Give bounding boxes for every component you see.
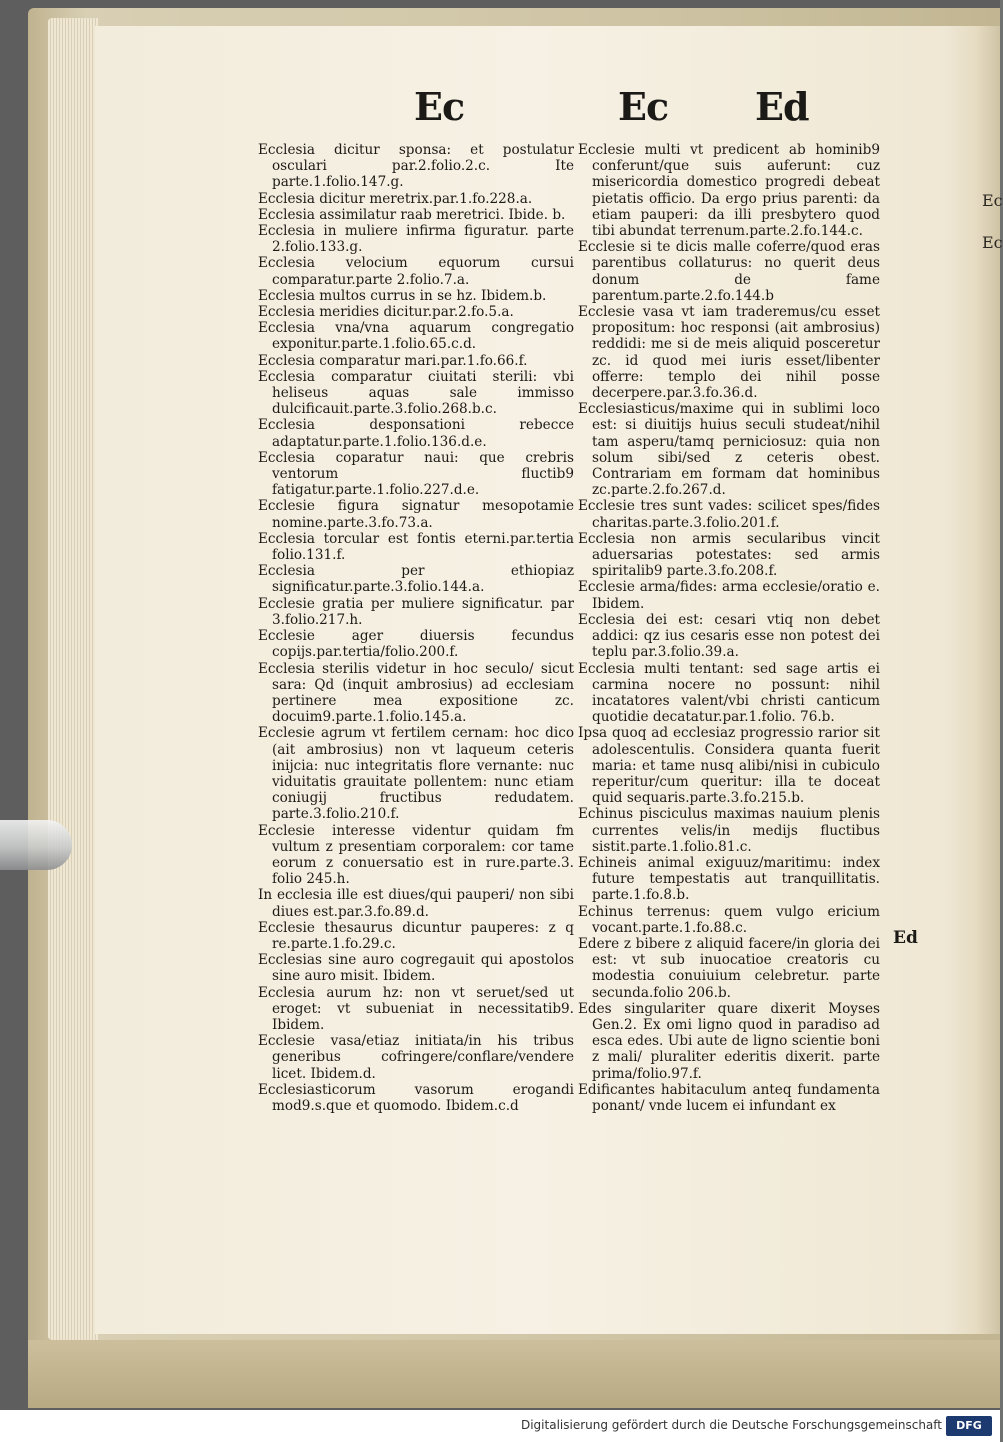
index-entry: Echinus pisciculus maximas nauium plenis currentes velis/in medijs fluctibus sistit.parte.1.folio.81.c. xyxy=(578,806,880,855)
index-entry: Ecclesias sine auro cogregauit qui apostolos sine auro misit. Ibidem. xyxy=(258,952,574,985)
index-entry: Ecclesia multos currus in se hz. Ibidem.b. xyxy=(258,287,547,304)
footer-credit: Digitalisierung gefördert durch die Deutsche Forschungsgemeinschaft xyxy=(520,1418,942,1432)
footer-bar xyxy=(0,1410,1000,1442)
index-entry: Edere z bibere z aliquid facere/in gloria dei est: vt sub inuocatioe creatoris cu modestia conuiuium celebretur. parte secunda.folio 206.b. xyxy=(578,935,880,1001)
index-entry: Ecclesie figura signatur mesopotamie nomine.parte.3.fo.73.a. xyxy=(258,498,574,531)
index-entry: Ecclesia dicitur sponsa: et postulatur osculari par.2.folio.2.c. Ite parte.1.folio.147.g. xyxy=(258,142,574,191)
index-entry: Ecclesia aurum hz: non vt seruet/sed ut eroget: vt subueniat in necessitatib9. Ibidem. xyxy=(258,984,574,1033)
index-entry: Ecclesie gratia per muliere significatur. par 3.folio.217.h. xyxy=(258,595,574,628)
next-page-hint-line: Ec xyxy=(982,233,1003,252)
index-entry: Ecclesie vasa/etiaz initiata/in his tribus generibus cofringere/conflare/vendere licet. Ibidem.d. xyxy=(258,1033,574,1082)
index-entry: Ecclesia meridies dicitur.par.2.fo.5.a. xyxy=(258,304,514,321)
index-entry: Ecclesia comparatur mari.par.1.fo.66.f. xyxy=(258,352,528,369)
index-entry: Ecclesie si te dicis malle coferre/quod eras parentibus collaturus: no querit deus donum de fame parentum.parte.2.fo.144.b xyxy=(578,239,880,304)
index-entry: Echineis animal exiguuz/maritimu: index future tempestatis aut tranquillitatis. parte.1.fo.8.b. xyxy=(578,854,880,904)
header-middle: Ec xyxy=(618,84,669,129)
header-left: Ec xyxy=(414,84,465,129)
index-entry: Ipsa quoq ad ecclesiaz progressio rarior sit adolescentulis. Considera quanta fuerit maria: et tame nusq alibi/nisi in cubiculo reperitur/cum queritur: illa te doceat quid sequaris.parte.3.fo.215.b. xyxy=(578,725,880,807)
index-entry: Ecclesia velocium equorum cursui comparatur.parte 2.folio.7.a. xyxy=(258,255,574,288)
index-entry: Ecclesia comparatur ciuitati sterili: vbi heliseus aquas sale immisso dulcificauit.parte.3.folio.268.b.c. xyxy=(258,368,574,418)
right-column xyxy=(578,142,880,1114)
index-entry: Ecclesia dei est: cesari vtiq non debet addici: qz ius cesaris esse non potest dei teplu par.3.folio.39.a. xyxy=(578,611,880,661)
index-entry: Ecclesie multi vt predicent ab hominib9 conferunt/que suis auferunt: cuz misericordia domestico progredi debeat pietatis officio. Da ergo prius parenti: da etiam pauperi: da illi presbytero quod tibi abundat terrenum.parte.2.fo.144.c. xyxy=(578,142,880,240)
index-entry: Ecclesie arma/fides: arma ecclesie/oratio e. Ibidem. xyxy=(578,579,880,612)
index-entry: Ecclesia coparatur naui: que crebris ventorum fluctib9 fatigatur.parte.1.folio.227.d.e. xyxy=(258,449,574,499)
index-entry: Ecclesiasticorum vasorum erogandi mod9.s.que et quomodo. Ibidem.c.d xyxy=(258,1081,574,1114)
index-entry: Ecclesia sterilis videtur in hoc seculo/ sicut sara: Qd (inquit ambrosius) ad ecclesiam pertinere mea expositione zc. docuim9.parte.1.folio.145.a. xyxy=(258,660,574,726)
index-entry: Ecclesie ager diuersis fecundus copijs.par.tertia/folio.200.f. xyxy=(258,628,574,661)
index-entry: Ecclesia multi tentant: sed sage artis ei carmina nocere no possunt: nihil incatatores valent/vbi christi canticum quotidie decatatur.par.1.folio. 76.b. xyxy=(578,660,880,726)
page-clip xyxy=(0,820,72,870)
running-header xyxy=(0,84,1000,144)
index-entry: Ecclesia torcular est fontis eterni.par.tertia folio.131.f. xyxy=(258,530,574,564)
index-entry: Ecclesie tres sunt vades: scilicet spes/fides charitas.parte.3.folio.201.f. xyxy=(578,498,880,531)
index-entry: Ecclesie agrum vt fertilem cernam: hoc dico (ait ambrosius) non vt laqueum ceteris inijcia: nuc integritatis flore vernante: nuc viduitatis grauitate pollentem: nunc etiam coniugij fructibus redudatem. parte.3.folio.210.f. xyxy=(258,725,574,823)
dfg-logo: DFG xyxy=(946,1416,992,1436)
index-entry: Edes singulariter quare dixerit Moyses Gen.2. Ex omi ligno quod in paradiso ad esca edes. Ubi aute de ligno scientie boni z mali/ pluraliter ederitis dixerit. parte prima/folio.97.f. xyxy=(578,1000,880,1082)
index-entry: In ecclesia ille est diues/qui pauperi/ non sibi diues est.par.3.fo.89.d. xyxy=(258,887,574,920)
index-entry: Ecclesia non armis secularibus vincit aduersarias potestates: sed armis spiritalib9 parte.3.fo.208.f. xyxy=(578,530,880,580)
index-entry: Ecclesia vna/vna aquarum congregatio exponitur.parte.1.folio.65.c.d. xyxy=(258,320,574,353)
index-entry: Ecclesia in muliere infirma figuratur. parte 2.folio.133.g. xyxy=(258,223,574,256)
index-entry: Ecclesie thesaurus dicuntur pauperes: z q re.parte.1.fo.29.c. xyxy=(258,919,574,952)
index-entry: Ecclesia per ethiopiaz significatur.parte.3.folio.144.a. xyxy=(258,563,574,596)
next-page-hint-line: Ec xyxy=(982,191,1003,210)
index-entry: Ecclesie interesse videntur quidam fm vultum z presentiam corporalem: cor tame eorum z conuersatio est in rure.parte.3. folio 245.h. xyxy=(258,822,574,888)
index-entry: Echinus terrenus: quem vulgo ericium vocant.parte.1.fo.88.c. xyxy=(578,903,880,936)
index-entry: Ecclesiasticus/maxime qui in sublimi loco est: si diuitijs huius seculi studeat/nihil tam asperu/tamq perniciosuz: quia non solum sibi/sed z ceteris obest. Contrariam em formam dat hominibus zc.parte.2.fo.267.d. xyxy=(578,401,880,499)
margin-note: Ed xyxy=(893,928,918,948)
cover-bottom-edge xyxy=(28,1340,1000,1408)
index-entry: Ecclesia dicitur meretrix.par.1.fo.228.a. xyxy=(258,190,533,207)
index-entry: Edificantes habitaculum anteq fundamenta ponant/ vnde lucem ei infundant ex xyxy=(578,1081,880,1114)
index-entry: Ecclesia desponsationi rebecce adaptatur.parte.1.folio.136.d.e. xyxy=(258,417,574,450)
header-right: Ed xyxy=(755,84,809,129)
left-column xyxy=(258,142,574,1114)
next-page-hint xyxy=(982,180,1003,264)
page-edges xyxy=(48,18,98,1340)
index-entry: Ecclesia assimilatur raab meretrici. Ibide. b. xyxy=(258,206,566,223)
index-entry: Ecclesie vasa vt iam traderemus/cu esset propositum: hoc responsi (ait ambrosius) reddidi: me si de meis aliquid posceretur zc. id quod mei iuris esset/libenter offerre: templo dei nihil posse decerpere.par.3.fo.36.d. xyxy=(578,304,880,402)
